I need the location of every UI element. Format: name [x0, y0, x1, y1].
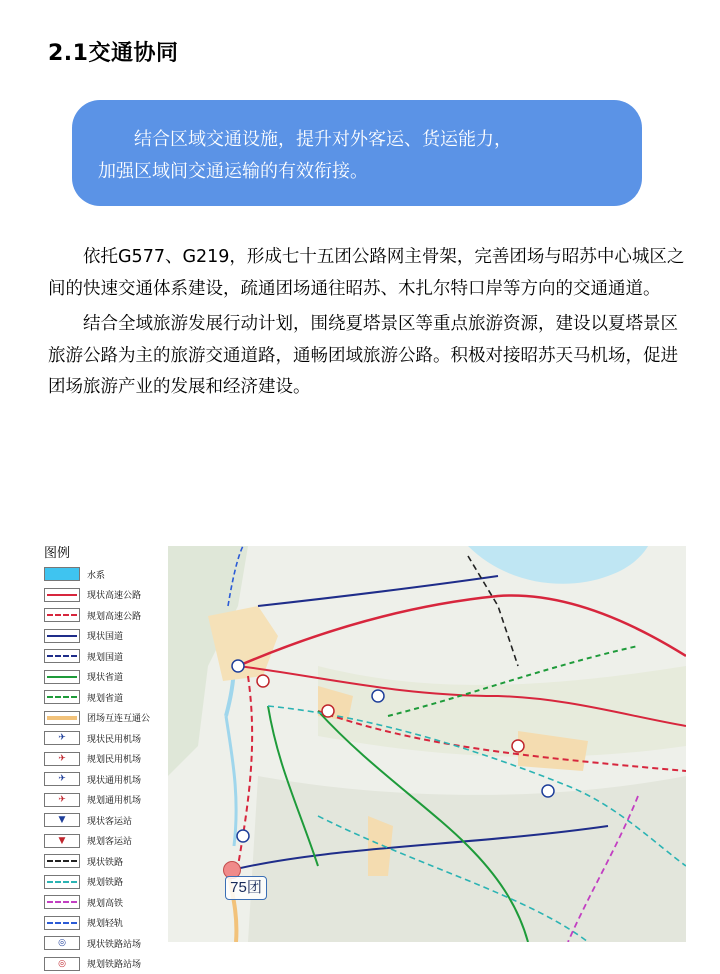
- line-swatch: [44, 690, 80, 704]
- legend-item: [44, 831, 168, 851]
- legend-label: 规划客运站: [87, 837, 133, 847]
- legend-item: [44, 564, 168, 584]
- civil-airport-icon: ✈: [44, 731, 80, 745]
- water-swatch: [44, 567, 80, 581]
- paragraph: 结合全域旅游发展行动计划，围绕夏塔景区等重点旅游资源，建设以夏塔景区旅游公路为主的旅游交通道路，通畅团域旅游公路。积极对接昭苏天马机场，促进团场旅游产业的发展和经济建设。: [48, 314, 678, 397]
- legend-item: [44, 728, 168, 748]
- line-swatch: [44, 711, 80, 725]
- paragraph: 依托G577、G219，形成七十五团公路网主骨架，完善团场与昭苏中心城区之间的快速交通体系建设，疏通团场通往昭苏、木扎尔特口岸等方向的交通通道。: [48, 247, 685, 299]
- map-legend: [44, 546, 168, 970]
- legend-label: 现状铁路站场: [87, 939, 142, 950]
- legend-item: [44, 585, 168, 605]
- legend-item: [44, 954, 168, 974]
- legend-label: 规划铁路: [87, 878, 124, 888]
- line-swatch: [44, 588, 80, 602]
- legend-item: [44, 933, 168, 953]
- legend-label: 规划轻轨: [87, 919, 124, 929]
- line-swatch: [44, 608, 80, 622]
- legend-item: [44, 810, 168, 830]
- rail-station-planned-icon: ◎: [44, 957, 80, 971]
- legend-label: 团场互连互通公: [87, 714, 151, 724]
- general-airport-icon: ✈: [44, 772, 80, 786]
- legend-label: 规划高铁: [87, 898, 124, 909]
- legend-label: 现状民用机场: [87, 734, 142, 745]
- line-swatch: [44, 854, 80, 868]
- legend-label: 规划通用机场: [87, 796, 142, 806]
- legend-label: 现状铁路: [87, 857, 124, 868]
- legend-item: [44, 790, 168, 810]
- summary-line-2: 加强区域间交通运输的有效衔接。: [98, 161, 368, 182]
- legend-label: 现状省道: [87, 673, 124, 683]
- general-airport-planned-icon: ✈: [44, 793, 80, 807]
- legend-item: [44, 626, 168, 646]
- legend-label: 现状通用机场: [87, 775, 142, 786]
- line-swatch: [44, 629, 80, 643]
- legend-label: 现状国道: [87, 632, 124, 642]
- legend-item: [44, 872, 168, 892]
- map-callout-75: 75团: [225, 876, 267, 900]
- section-title: 2.1交通协同: [48, 41, 179, 66]
- legend-item: [44, 667, 168, 687]
- line-swatch: [44, 649, 80, 663]
- legend-label: 规划国道: [87, 652, 124, 663]
- line-swatch: [44, 895, 80, 909]
- legend-item: [44, 687, 168, 707]
- body-text: [48, 242, 686, 408]
- legend-item: [44, 646, 168, 666]
- bus-station-icon: ▼: [44, 813, 80, 827]
- civil-airport-planned-icon: ✈: [44, 752, 80, 766]
- legend-label: 规划铁路站场: [87, 960, 142, 970]
- legend-item: [44, 749, 168, 769]
- legend-label: 现状客运站: [87, 816, 133, 827]
- summary-line-1: 结合区域交通设施，提升对外客运、货运能力，: [134, 129, 512, 150]
- legend-title: 图例: [44, 546, 71, 561]
- legend-item: [44, 605, 168, 625]
- line-swatch: [44, 916, 80, 930]
- legend-label: 规划高速公路: [87, 611, 142, 622]
- bus-station-planned-icon: ▼: [44, 834, 80, 848]
- legend-label: 规划民用机场: [87, 755, 142, 765]
- legend-label: 现状高速公路: [87, 591, 142, 601]
- line-swatch: [44, 670, 80, 684]
- rail-station-icon: ◎: [44, 936, 80, 950]
- legend-item: [44, 769, 168, 789]
- line-swatch: [44, 875, 80, 889]
- legend-item: [44, 708, 168, 728]
- legend-item: [44, 851, 168, 871]
- legend-list: [44, 564, 168, 974]
- legend-label: 水系: [87, 570, 106, 581]
- legend-label: 规划省道: [87, 693, 124, 704]
- legend-item: [44, 892, 168, 912]
- summary-box: [72, 100, 642, 206]
- legend-item: [44, 913, 168, 933]
